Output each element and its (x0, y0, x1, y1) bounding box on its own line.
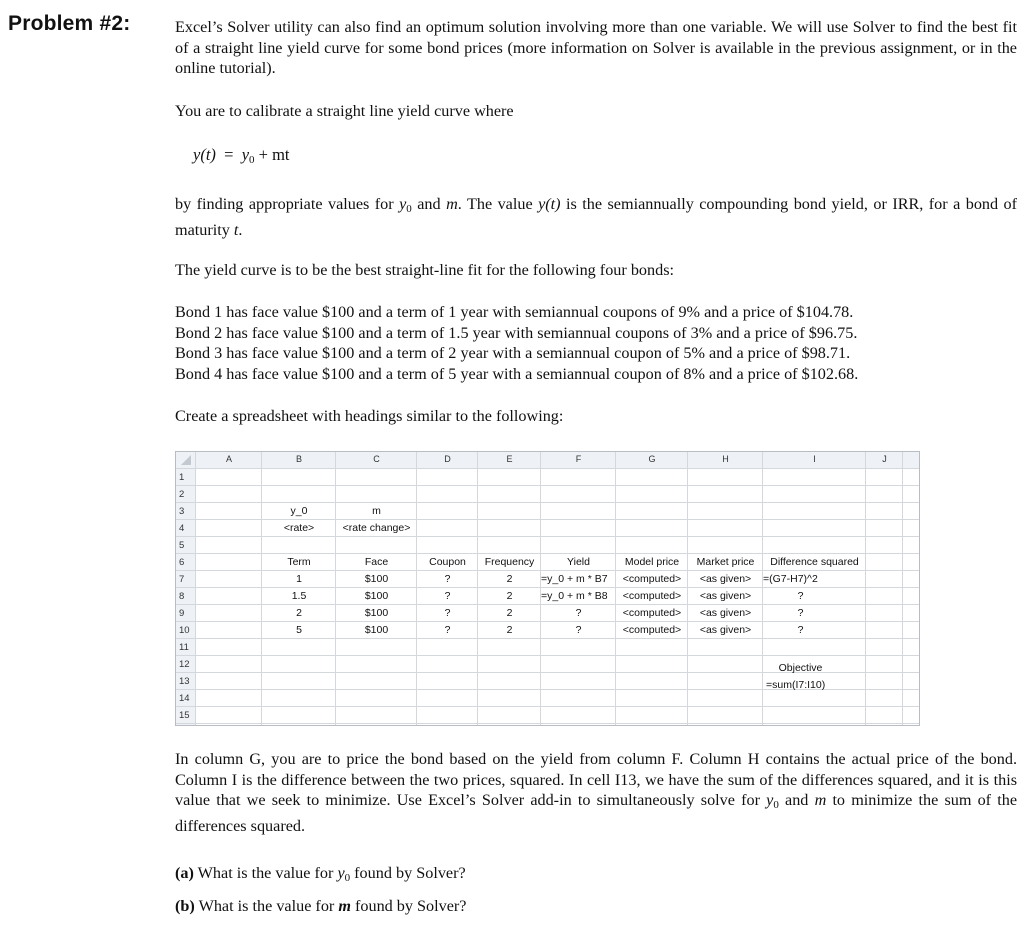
bond-4-text: Bond 4 has face value $100 and a term of 5 year with a semiannual coupon of 8% and a price of $102.68. (175, 364, 859, 383)
question-a-text: What is the value for (197, 864, 334, 882)
finding-t: t (233, 220, 239, 239)
cell-f6-yield[interactable]: Yield (567, 556, 590, 568)
cell-g10[interactable]: <computed> (622, 624, 682, 636)
cell-g8[interactable]: <computed> (622, 590, 682, 602)
create-text: Create a spreadsheet with headings similar to the following: (175, 407, 564, 425)
cell-e8[interactable]: 2 (506, 590, 513, 602)
row-header-11[interactable]: 11 (179, 642, 189, 653)
cell-g9[interactable]: <computed> (622, 607, 682, 619)
question-b-text: What is the value for (198, 897, 335, 915)
question-a-y: y (337, 864, 345, 882)
cell-h9[interactable]: <as given> (699, 607, 752, 619)
column-g-paragraph (175, 749, 1017, 836)
cell-b10[interactable]: 5 (296, 624, 302, 636)
cell-f7[interactable]: =y_0 + m * B7 (541, 573, 608, 585)
finding-sub: 0 (406, 203, 412, 215)
finding-text-b: and (417, 195, 441, 213)
question-a-label: (a) (175, 864, 194, 882)
question-a (175, 864, 466, 884)
column-g-y: y (766, 791, 774, 809)
column-g-m: m (814, 791, 827, 809)
col-header-a[interactable]: A (225, 454, 232, 464)
cell-b4[interactable]: <rate> (283, 522, 315, 534)
cell-b6-term[interactable]: Term (287, 556, 311, 568)
row-header-4[interactable]: 4 (179, 523, 185, 534)
cell-h8[interactable]: <as given> (699, 590, 752, 602)
cell-c9[interactable]: $100 (364, 607, 389, 619)
cell-b3[interactable]: y_0 (290, 505, 308, 517)
finding-text-d: is the semiannually compounding bond yield, or IRR, for a bond of maturity (175, 195, 1018, 239)
row-header-7[interactable]: 7 (179, 574, 185, 585)
cell-d6-coupon[interactable]: Coupon (429, 556, 466, 568)
question-b (175, 897, 467, 916)
cell-e9[interactable]: 2 (506, 607, 513, 619)
col-header-g[interactable]: G (648, 454, 656, 464)
question-a-sub: 0 (344, 872, 351, 884)
cell-i7[interactable]: =(G7-H7)^2 (763, 573, 818, 585)
intro-paragraph: Excel’s Solver utility can also find an optimum solution involving more than one variable. We will use Solver to find the best fit of a straight line yield curve for some bond prices (more information on Solver is available in the previous assignment, or in the online tutorial). (175, 18, 1017, 77)
column-g-end: to minimize the sum of the differences squared. (175, 791, 1018, 835)
row-header-9[interactable]: 9 (179, 608, 185, 619)
row-header-10[interactable]: 10 (179, 625, 190, 636)
cell-b9[interactable]: 2 (296, 607, 302, 619)
cell-h10[interactable]: <as given> (699, 624, 752, 636)
yield-curve-formula (193, 145, 290, 166)
col-header-c[interactable]: C (373, 454, 380, 464)
cell-h6-market-price[interactable]: Market price (696, 556, 755, 568)
cell-c3[interactable]: m (372, 505, 381, 517)
cell-h7[interactable]: <as given> (699, 573, 752, 585)
row-header-1[interactable]: 1 (179, 472, 185, 483)
cell-e6-frequency[interactable]: Frequency (484, 556, 535, 568)
column-g-sub: 0 (773, 799, 779, 811)
row-header-14[interactable]: 14 (179, 693, 190, 704)
cell-i6-difference-squared[interactable]: Difference squared (770, 556, 859, 568)
cell-b7[interactable]: 1 (296, 573, 302, 585)
row-header-2[interactable]: 2 (179, 489, 185, 500)
cell-c8[interactable]: $100 (364, 590, 389, 602)
cell-f9[interactable]: ? (575, 607, 582, 619)
question-b-m: m (338, 897, 351, 915)
cell-i8[interactable]: ? (797, 590, 804, 602)
cell-c6-face[interactable]: Face (364, 556, 389, 568)
cell-g7[interactable]: <computed> (622, 573, 682, 585)
calibrate-text: You are to calibrate a straight line yield curve where (175, 102, 514, 120)
cell-i12-objective-label[interactable]: Objective (778, 662, 823, 674)
col-header-b[interactable]: B (295, 454, 302, 464)
row-header-5[interactable]: 5 (179, 540, 185, 551)
cell-e7[interactable]: 2 (506, 573, 513, 585)
col-header-f[interactable]: F (575, 454, 582, 464)
cell-c4[interactable]: <rate change> (342, 522, 411, 534)
col-header-d[interactable]: D (444, 454, 451, 464)
finding-text-c: . The value (457, 195, 533, 213)
row-header-6[interactable]: 6 (179, 557, 185, 568)
cell-d7[interactable]: ? (444, 573, 451, 585)
cell-d9[interactable]: ? (444, 607, 451, 619)
row-header-12[interactable]: 12 (179, 659, 190, 670)
col-header-j[interactable]: J (882, 454, 887, 464)
bond-3-text: Bond 3 has face value $100 and a term of 2 year with a semiannual coupon of 5% and a price of $98.71. (175, 344, 851, 362)
question-b-label: (b) (175, 897, 195, 915)
finding-m: m (446, 195, 458, 213)
finding-y: y (399, 195, 407, 213)
question-b-end: found by Solver? (355, 897, 467, 915)
bestfit-text: The yield curve is to be the best straight-line fit for the following four bonds: (175, 261, 674, 279)
column-g-text: In column G, you are to price the bond based on the yield from column F. Column H contains the actual price of the bond. Column I is the difference between the two prices, squared. In cell I13, we have the sum of the differences squared, and it is this value that we seek to minimize. Use Excel’s Solver add-in to simultaneously solve for (175, 750, 1017, 809)
formula-y: y (241, 145, 250, 164)
column-g-and: and (785, 791, 809, 809)
col-header-i[interactable]: I (813, 454, 816, 464)
finding-text-e: . (238, 220, 243, 239)
cell-e10[interactable]: 2 (506, 624, 513, 636)
bond-1-text: Bond 1 has face value $100 and a term of 1 year with semiannual coupons of 9% and a price of $104.78. (175, 303, 854, 321)
formula-equals: = (224, 145, 234, 164)
formula-lhs: y(t) (193, 145, 216, 164)
formula-sub: 0 (249, 154, 255, 166)
problem-label: Problem #2: (8, 12, 131, 35)
cell-d10[interactable]: ? (444, 624, 451, 636)
cell-i9[interactable]: ? (797, 607, 804, 619)
col-header-h[interactable]: H (722, 454, 729, 464)
row-header-15[interactable]: 15 (179, 710, 190, 721)
cell-b8[interactable]: 1.5 (291, 590, 307, 602)
cell-c7[interactable]: $100 (364, 573, 389, 585)
col-header-e[interactable]: E (506, 454, 513, 464)
cell-c10[interactable]: $100 (364, 624, 389, 636)
row-header-13[interactable]: 13 (179, 676, 190, 687)
formula-rest: + mt (258, 145, 290, 164)
cell-f8[interactable]: =y_0 + m * B8 (541, 590, 608, 602)
row-header-8[interactable]: 8 (179, 591, 185, 602)
cell-i13-objective-formula[interactable]: =sum(I7:I10) (766, 679, 826, 691)
row-header-3[interactable]: 3 (179, 506, 185, 517)
cell-i10[interactable]: ? (797, 624, 804, 636)
question-a-end: found by Solver? (354, 864, 466, 882)
finding-yt: y(t) (538, 195, 561, 213)
finding-paragraph (175, 194, 1017, 240)
cell-g6-model-price[interactable]: Model price (624, 556, 680, 568)
bond-2-text: Bond 2 has face value $100 and a term of 1.5 year with semiannual coupons of 3% and a price of $96.75. (175, 323, 858, 342)
cell-f10[interactable]: ? (575, 624, 582, 636)
finding-text-a: by finding appropriate values for (175, 195, 394, 213)
cell-d8[interactable]: ? (444, 590, 451, 602)
